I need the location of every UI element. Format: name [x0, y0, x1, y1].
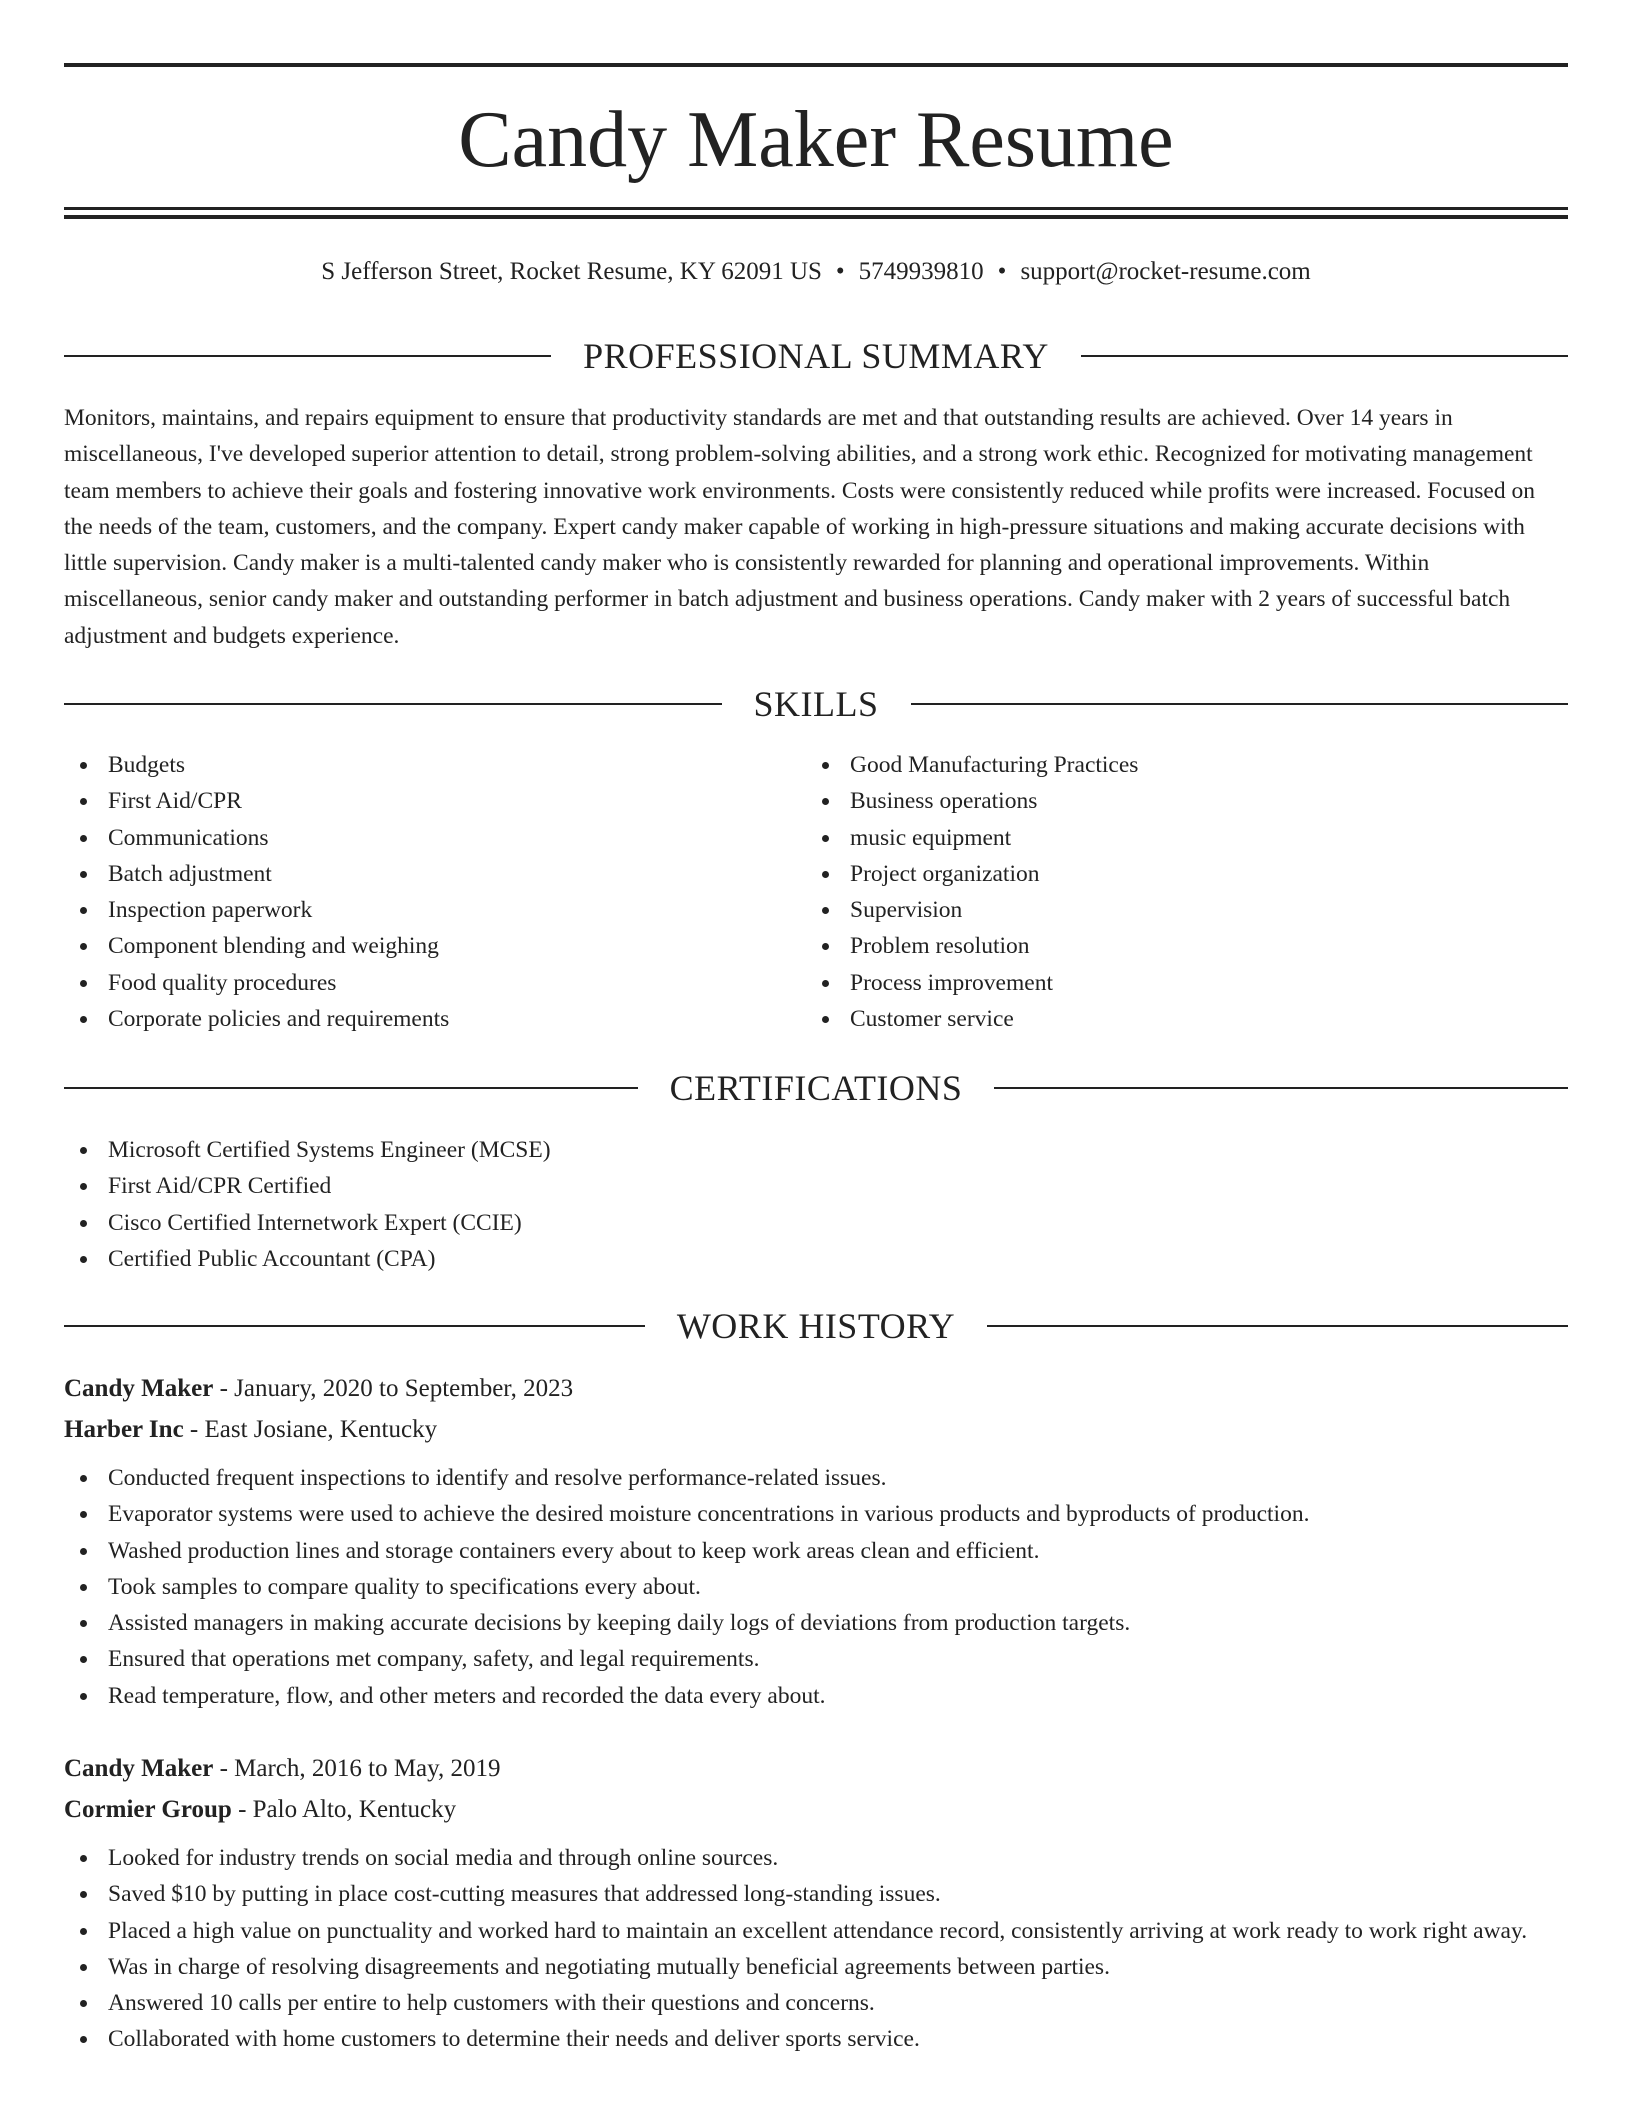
skill-item: Batch adjustment	[64, 856, 449, 892]
skill-item: Good Manufacturing Practices	[806, 747, 1138, 783]
job-bullet: Collaborated with home customers to determine their needs and deliver sports service.	[64, 2021, 1568, 2057]
skill-item: Budgets	[64, 747, 449, 783]
skill-item: Customer service	[806, 1001, 1138, 1037]
skills-list-right	[806, 747, 1138, 1037]
heading-rule	[64, 1087, 638, 1089]
job-location: - East Josiane, Kentucky	[189, 1415, 438, 1443]
section-title: WORK HISTORY	[676, 1306, 956, 1346]
job-company: Cormier Group	[64, 1795, 232, 1823]
job-company: Harber Inc	[64, 1415, 184, 1443]
contact-phone: 5749939810	[858, 258, 984, 285]
job-company-line	[64, 1790, 1568, 1831]
job-bullet: Was in charge of resolving disagreements and negotiating mutually beneficial agreements between parties.	[64, 1949, 1568, 1985]
skill-item: Project organization	[806, 856, 1138, 892]
certification-item: Cisco Certified Internetwork Expert (CCIE)	[64, 1205, 551, 1241]
section-title: SKILLS	[753, 684, 879, 724]
certification-item: First Aid/CPR Certified	[64, 1168, 551, 1204]
title-double-rule	[64, 207, 1568, 219]
section-heading-summary	[64, 334, 1568, 378]
skill-item: music equipment	[806, 820, 1138, 856]
job-entry	[64, 1369, 1568, 1714]
contact-address: S Jefferson Street, Rocket Resume, KY 62091 US	[321, 258, 822, 285]
heading-rule	[911, 703, 1569, 705]
skill-item: Process improvement	[806, 965, 1138, 1001]
certification-item: Certified Public Accountant (CPA)	[64, 1241, 551, 1277]
job-bullet: Ensured that operations met company, safety, and legal requirements.	[64, 1641, 1568, 1677]
resume-title: Candy Maker Resume	[458, 96, 1174, 184]
certifications-list	[64, 1132, 551, 1277]
job-dates: - January, 2020 to September, 2023	[219, 1375, 574, 1402]
job-bullet: Placed a high value on punctuality and worked hard to maintain an excellent attendance record, consistently arriving at work ready to work right away.	[64, 1913, 1568, 1949]
summary-text: Monitors, maintains, and repairs equipment to ensure that productivity standards are met and that outstanding results are achieved. Over 14 years in miscellaneous, I've developed superior attention to detail, strong problem-solving abilities, and a strong work ethic. Recognized for motivating management team members to achieve their goals and fostering innovative work environments. Costs were consistently reduced while profits were increased. Focused on the needs of the team, customers, and the company. Expert candy maker capable of working in high-pressure situations and making accurate decisions with little supervision. Candy maker is a multi-talented candy maker who is consistently rewarded for planning and operational improvements. Within miscellaneous, senior candy maker and outstanding performer in batch adjustment and business operations. Candy maker with 2 years of successful batch adjustment and budgets experience.	[64, 405, 1535, 649]
job-title: Candy Maker	[64, 1755, 214, 1782]
skill-item: Component blending and weighing	[64, 928, 449, 964]
section-heading-work-history	[64, 1304, 1568, 1348]
certification-item: Microsoft Certified Systems Engineer (MCSE)	[64, 1132, 551, 1168]
heading-rule	[64, 355, 551, 357]
job-title-line	[64, 1749, 1568, 1790]
skill-item: Business operations	[806, 783, 1138, 819]
job-bullet: Washed production lines and storage containers every about to keep work areas clean and efficient.	[64, 1533, 1568, 1569]
heading-rule	[994, 1087, 1568, 1089]
section-title: PROFESSIONAL SUMMARY	[583, 336, 1049, 376]
section-title: CERTIFICATIONS	[669, 1068, 963, 1108]
heading-rule	[64, 1325, 645, 1327]
skills-list-left	[64, 747, 449, 1037]
skill-item: Corporate policies and requirements	[64, 1001, 449, 1037]
job-bullet: Took samples to compare quality to specifications every about.	[64, 1569, 1568, 1605]
contact-email: support@rocket-resume.com	[1020, 258, 1311, 285]
heading-rule	[987, 1325, 1568, 1327]
job-bullets	[64, 1460, 1568, 1714]
job-bullet: Conducted frequent inspections to identify and resolve performance-related issues.	[64, 1460, 1568, 1496]
job-title: Candy Maker	[64, 1375, 214, 1402]
skill-item: First Aid/CPR	[64, 783, 449, 819]
skill-item: Inspection paperwork	[64, 892, 449, 928]
heading-rule	[1081, 355, 1568, 357]
contact-separator: •	[835, 258, 845, 285]
job-entry	[64, 1749, 1568, 2058]
job-bullet: Read temperature, flow, and other meters and recorded the data every about.	[64, 1678, 1568, 1714]
skill-item: Food quality procedures	[64, 965, 449, 1001]
skill-item: Problem resolution	[806, 928, 1138, 964]
skill-item: Supervision	[806, 892, 1138, 928]
job-title-line	[64, 1369, 1568, 1410]
job-location: - Palo Alto, Kentucky	[238, 1795, 457, 1823]
job-bullets	[64, 1840, 1568, 2058]
heading-rule	[64, 703, 722, 705]
job-company-line	[64, 1410, 1568, 1451]
job-bullet: Looked for industry trends on social media and through online sources.	[64, 1840, 1568, 1876]
job-bullet: Answered 10 calls per entire to help customers with their questions and concerns.	[64, 1985, 1568, 2021]
section-heading-certifications	[64, 1066, 1568, 1110]
contact-line	[64, 254, 1568, 290]
skill-item: Communications	[64, 820, 449, 856]
section-heading-skills	[64, 682, 1568, 726]
job-bullet: Saved $10 by putting in place cost-cutting measures that addressed long-standing issues.	[64, 1876, 1568, 1912]
job-bullet: Evaporator systems were used to achieve the desired moisture concentrations in various products and byproducts of production.	[64, 1496, 1568, 1532]
job-dates: - March, 2016 to May, 2019	[219, 1755, 501, 1782]
contact-separator: •	[997, 258, 1007, 285]
top-rule	[64, 63, 1568, 67]
job-bullet: Assisted managers in making accurate decisions by keeping daily logs of deviations from production targets.	[64, 1605, 1568, 1641]
